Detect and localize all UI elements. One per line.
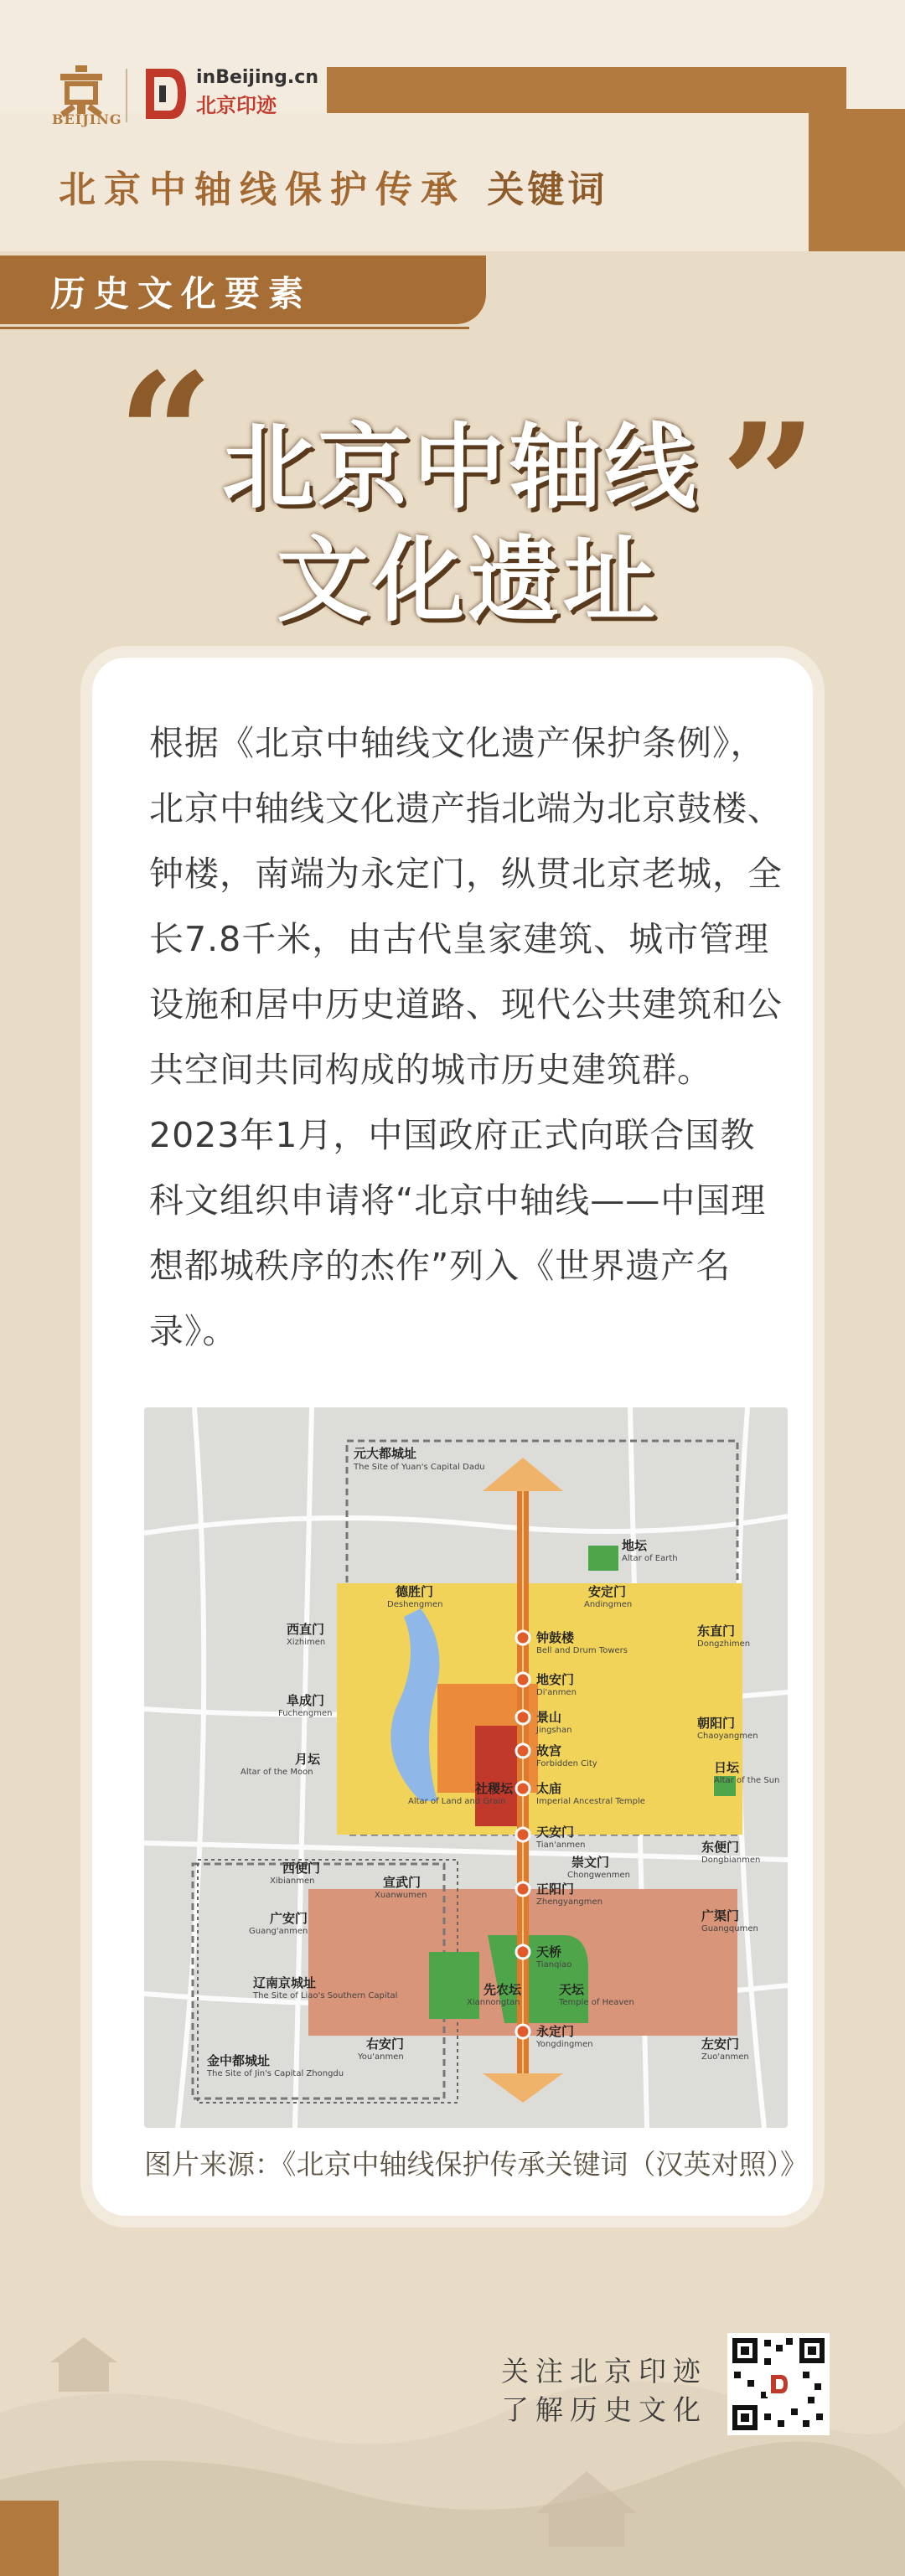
map-label-shejitan: 社稷坛 [475,1781,514,1796]
map-label-chongwenmen-en: Chongwenmen [567,1871,631,1880]
map-label-deshengmen-en: Deshengmen [387,1600,443,1609]
map-label-xuanwumen-en: Xuanwumen [375,1891,427,1900]
follow-line-1: 关注北京印迹 [501,2355,707,2388]
map-label-tiananmen: 天安门 [536,1825,575,1840]
map-label-dongzhimen: 东直门 [697,1624,736,1639]
map-label-youanmen-en: You'anmen [358,2052,404,2062]
header-frame-top [327,67,846,117]
map-label-yuetan-en: Altar of the Moon [240,1768,313,1777]
map-label-xibianmen-en: Xibianmen [270,1877,315,1886]
footer-corner-accent [0,2501,59,2576]
map-label-dongbianmen-en: Dongbianmen [701,1856,761,1865]
map-label-dongbianmen: 东便门 [701,1840,740,1855]
map-label-jingshan-en: Jingshan [536,1726,572,1735]
map-label-guanganmen-en: Guang'anmen [249,1927,308,1936]
map-label-taimiao-en: Imperial Ancestral Temple [536,1797,645,1806]
logo-divider [126,69,127,122]
map-label-dianmen-en: Di'anmen [536,1688,577,1697]
map-label-yuan: 元大都城址 [354,1446,417,1461]
close-quote-mark: ” [721,387,818,584]
map-graphic [144,1407,788,2128]
map-label-jin-en: The Site of Jin's Capital Zhongdu [207,2069,344,2078]
map-label-zuoanmen-en: Zuo'anmen [701,2052,749,2062]
map-label-ditan: 地坛 [622,1538,648,1553]
map-label-liao: 辽南京城址 [253,1975,317,1990]
map-label-deshengmen: 德胜门 [396,1584,434,1599]
map-label-guanganmen: 广安门 [270,1911,308,1926]
map-label-yuetan: 月坛 [295,1752,321,1767]
map-label-yongdingmen: 永定门 [536,2024,575,2039]
map-label-fuchengmen-en: Fuchengmen [278,1709,333,1718]
map-label-xuanwumen: 宣武门 [383,1875,421,1890]
map-label-andingmen: 安定门 [588,1584,627,1599]
map-label-chongwenmen: 崇文门 [571,1855,610,1870]
map-label-gugong-en: Forbidden City [536,1759,597,1768]
map-label-tiananmen-en: Tian'anmen [536,1840,586,1850]
map-label-shejitan-en: Altar of Land and Grain [408,1797,506,1806]
central-axis-map [144,1407,788,2128]
map-label-yuan-en: The Site of Yuan's Capital Dadu [354,1463,485,1472]
map-label-tiantan: 天坛 [559,1982,585,1997]
map-label-tianqiao-en: Tianqiao [536,1960,572,1969]
open-quote-mark: “ [117,337,215,534]
map-label-yongdingmen-en: Yongdingmen [536,2040,593,2049]
map-label-tianqiao: 天桥 [536,1944,562,1959]
map-label-chaoyangmen-en: Chaoyangmen [697,1732,758,1741]
map-label-xiannongtan: 先农坛 [484,1982,522,1997]
brand-chinese: 北京印迹 [196,94,277,117]
map-label-xizhimen-en: Xizhimen [287,1638,326,1647]
map-caption: 图片来源：《北京中轴线保护传承关键词（汉英对照）》 [144,2148,808,2181]
header-frame-right-outer [846,109,905,251]
map-label-liao-en: The Site of Liao's Southern Capital [253,1991,398,2000]
map-label-youanmen: 右安门 [366,2037,405,2052]
map-label-ritan-en: Altar of the Sun [714,1776,780,1785]
section-tab-label: 历史文化要素 [50,273,313,314]
map-label-guangqumen: 广渠门 [701,1908,740,1923]
map-label-fuchengmen: 阜成门 [287,1693,325,1708]
map-label-zhonggulou-en: Bell and Drum Towers [536,1646,628,1655]
section-tab-underline [0,327,469,329]
follow-line-2: 了解历史文化 [501,2393,707,2426]
map-label-guangqumen-en: Guangqumen [701,1924,758,1933]
map-label-jingshan: 景山 [536,1710,562,1725]
headline-keyword: 关键词 [487,168,608,211]
header-headline [59,159,608,213]
map-label-tiantan-en: Temple of Heaven [559,1998,634,2007]
title-line-1: 北京中轴线 [222,414,700,521]
map-label-dongzhimen-en: Dongzhimen [697,1639,751,1649]
map-label-zuoanmen: 左安门 [701,2037,740,2052]
map-label-xizhimen: 西直门 [287,1622,325,1637]
map-label-zhengyangmen: 正阳门 [536,1882,575,1897]
logo-label: BEIJING [52,111,122,127]
headline-main: 北京中轴线保护传承 [59,168,466,211]
map-label-ritan: 日坛 [714,1760,740,1775]
map-label-dianmen: 地安门 [536,1672,575,1687]
map-label-ditan-en: Altar of Earth [622,1554,678,1563]
map-label-xiannongtan-en: Xiannongtan [467,1998,520,2007]
map-label-zhonggulou: 钟鼓楼 [536,1630,575,1645]
map-label-gugong: 故宫 [536,1743,562,1758]
map-label-xibianmen: 西便门 [282,1861,321,1876]
brand-english: inBeijing.cn [196,67,318,88]
title-line-2: 文化遗址 [277,527,659,634]
body-paragraph: 根据《北京中轴线文化遗产保护条例》，北京中轴线文化遗产指北端为北京鼓楼、钟楼，南端为永定门，纵贯北京老城，全长7.8千米，由古代皇家建筑、城市管理设施和居中历史道路、现代公共建筑和公共空间共同构成的城市历史建筑群。2023年1月，中国政府正式向联合国教科文组织申请将“北京中轴线——中国理想都城秩序的杰作”列入《世界遗产名录》。 [149,723,783,1351]
follow-prompt [501,2352,707,2429]
map-label-taimiao: 太庙 [536,1781,562,1796]
qr-code-icon[interactable] [727,2333,830,2435]
map-label-zhengyangmen-en: Zhengyangmen [536,1897,602,1907]
map-label-chaoyangmen: 朝阳门 [697,1716,736,1731]
inbeijing-mark-icon [142,65,189,122]
map-label-jin: 金中都城址 [207,2053,271,2068]
header-frame-right [804,67,846,251]
map-label-andingmen-en: Andingmen [584,1600,633,1609]
